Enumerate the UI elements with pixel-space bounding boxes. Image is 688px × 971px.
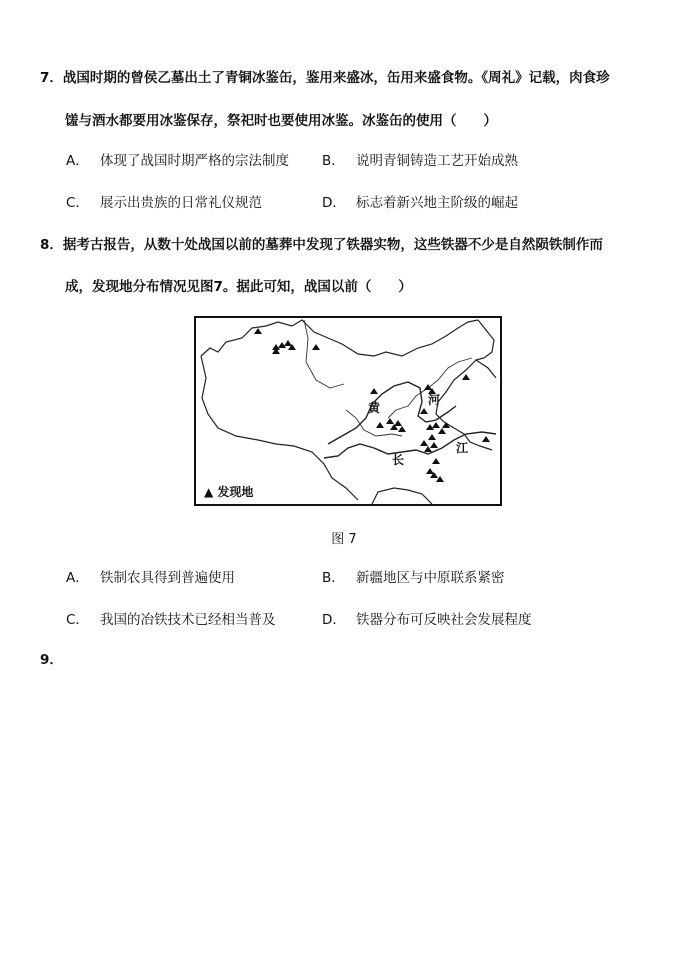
map-drawing [196,318,500,504]
find-marker [394,420,402,426]
label-jiang: 江 [456,441,469,455]
find-marker [428,434,436,440]
label-chang: 长 [392,453,405,467]
find-marker [462,374,470,380]
find-marker [432,422,440,428]
q7-stem-line2: 馐与酒水都要用冰鉴保存，祭祀时也要使用冰鉴。冰鉴缶的使用（ ） [65,113,497,129]
find-marker [430,442,438,448]
q8-option-c: C． 我国的冶铁技术已经相当普及 [66,612,276,628]
q8-option-a: A． 铁制农具得到普遍使用 [66,570,235,586]
find-marker [426,468,434,474]
q7-option-c: C． 展示出贵族的日常礼仪规范 [66,195,262,211]
q8-stem-line2: 成，发现地分布情况见图7。据此可知，战国以前（ ） [65,279,412,295]
find-marker [432,458,440,464]
label-huang: 黄 [368,401,381,415]
find-marker [482,436,490,442]
find-marker [312,344,320,350]
find-marker [284,340,292,346]
find-marker [254,328,262,334]
find-marker [398,426,406,432]
find-marker [420,408,428,414]
map-legend: ▲ 发现地 [204,485,254,499]
figure-caption: 图 7 [331,532,357,547]
q7-stem-line1: 7．战国时期的曾侯乙墓出土了青铜冰鉴缶，鉴用来盛冰，缶用来盛食物。《周礼》记载，肉食珍 [40,70,610,86]
find-marker [424,384,432,390]
province-line-1 [304,320,344,388]
iron-finds-map [194,316,502,506]
q7-option-d: D． 标志着新兴地主阶级的崛起 [322,195,518,211]
q9-number: 9． [40,652,63,668]
label-he: 河 [428,393,441,407]
q8-stem-line1: 8．据考古报告，从数十处战国以前的墓葬中发现了铁器实物，这些铁器不少是自然陨铁制作而 [40,237,603,253]
find-marker [376,422,384,428]
find-marker [420,440,428,446]
yellow-river [328,382,456,444]
find-marker [386,418,394,424]
coastline [476,320,496,378]
q8-option-d: D． 铁器分布可反映社会发展程度 [322,612,532,628]
yangtze-river [324,432,496,458]
q7-option-b: B． 说明青铜铸造工艺开始成熟 [322,153,518,169]
q7-option-a: A． 体现了战国时期严格的宗法制度 [66,153,289,169]
q8-option-b: B． 新疆地区与中原联系紧密 [322,570,505,586]
find-marker [370,388,378,394]
find-marker [438,428,446,434]
